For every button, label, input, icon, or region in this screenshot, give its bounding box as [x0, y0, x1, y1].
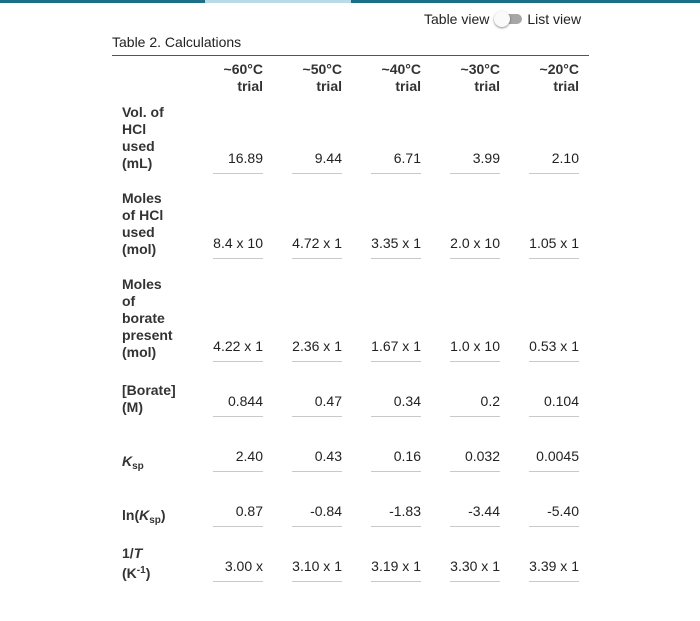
table-cell: 3.35 x 1 — [371, 235, 421, 251]
column-header: ~30°C trial — [460, 61, 500, 94]
table-cell: 3.00 x — [224, 558, 263, 574]
table-cell: 2.36 x 1 — [292, 338, 342, 354]
cell-underline — [213, 526, 263, 527]
table-cell: -5.40 — [547, 503, 579, 519]
row-header-inverse-temp: 1/T $(K^{-1})$ — [122, 545, 151, 581]
table-cell: 3.39 x 1 — [529, 558, 579, 574]
table-cell: 0.53 x 1 — [529, 338, 579, 354]
table-cell: 0.43 — [314, 448, 342, 464]
table-cell: 2.0 x 10 — [450, 235, 500, 251]
cell-underline — [450, 173, 500, 174]
cell-underline — [450, 361, 500, 362]
cell-underline — [529, 173, 579, 174]
cell-underline — [529, 581, 579, 582]
cell-underline — [529, 526, 579, 527]
active-tab-indicator — [205, 0, 351, 3]
table-cell: 0.0045 — [536, 448, 579, 464]
table-cell: 0.2 — [480, 393, 500, 409]
cell-underline — [292, 526, 342, 527]
cell-underline — [371, 173, 421, 174]
column-header: ~20°C trial — [539, 61, 579, 94]
table-cell: 0.104 — [543, 393, 579, 409]
cell-underline — [529, 361, 579, 362]
cell-underline — [450, 416, 500, 417]
table-view-label[interactable]: Table view — [424, 11, 490, 27]
cell-underline — [213, 173, 263, 174]
view-toggle-switch[interactable] — [494, 11, 524, 27]
cell-underline — [292, 416, 342, 417]
table-cell: 3.19 x 1 — [371, 558, 421, 574]
row-header-vol-hcl: Vol. of HCl used (mL) — [122, 104, 164, 171]
cell-underline — [213, 258, 263, 259]
caption-rule — [112, 55, 589, 56]
table-cell: 4.22 x 1 — [213, 338, 263, 354]
table-cell: -1.83 — [389, 503, 421, 519]
cell-underline — [371, 361, 421, 362]
table-cell: 6.71 — [393, 150, 421, 166]
table-cell: 2.10 — [551, 150, 579, 166]
cell-underline — [371, 471, 421, 472]
cell-underline — [450, 581, 500, 582]
row-header-ksp: $K_{sp}$ — [122, 453, 144, 472]
table-cell: 1.67 x 1 — [371, 338, 421, 354]
table-cell: 0.844 — [227, 393, 263, 409]
cell-underline — [529, 258, 579, 259]
cell-underline — [450, 526, 500, 527]
table-cell: 3.10 x 1 — [292, 558, 342, 574]
column-header: ~60°C trial — [223, 61, 263, 94]
table-cell: 3.30 x 1 — [450, 558, 500, 574]
cell-underline — [292, 361, 342, 362]
cell-underline — [371, 416, 421, 417]
cell-underline — [371, 526, 421, 527]
cell-underline — [529, 416, 579, 417]
table-cell: 1.05 x 1 — [529, 235, 579, 251]
column-header: ~40°C trial — [381, 61, 421, 94]
cell-underline — [292, 173, 342, 174]
cell-underline — [213, 471, 263, 472]
cell-underline — [292, 258, 342, 259]
cell-underline — [292, 581, 342, 582]
row-header-ln-ksp: $\ln(K_{sp})$ — [122, 507, 166, 526]
table-cell: 0.87 — [235, 503, 263, 519]
cell-underline — [450, 258, 500, 259]
table-cell: -3.44 — [468, 503, 500, 519]
cell-underline — [371, 581, 421, 582]
cell-underline — [529, 471, 579, 472]
table-cell: -0.84 — [310, 503, 342, 519]
toggle-knob[interactable] — [494, 11, 510, 27]
column-header: ~50°C trial — [302, 61, 342, 94]
table-cell: 4.72 x 1 — [292, 235, 342, 251]
view-toggle[interactable] — [424, 10, 581, 28]
cell-underline — [213, 581, 263, 582]
cell-underline — [213, 361, 263, 362]
list-view-label[interactable]: List view — [527, 11, 582, 27]
row-header-moles-hcl: Moles of HCl used (mol) — [122, 190, 164, 257]
cell-underline — [213, 416, 263, 417]
table-cell: 0.032 — [464, 448, 500, 464]
table-caption: Table 2. Calculations — [112, 34, 242, 50]
table-cell: 9.44 — [314, 150, 342, 166]
cell-underline — [371, 258, 421, 259]
table-cell: 0.16 — [393, 448, 421, 464]
row-header-borate-conc: [Borate] (M) — [122, 382, 176, 415]
table-cell: 0.34 — [393, 393, 421, 409]
table-cell: 2.40 — [235, 448, 263, 464]
table-cell: 0.47 — [314, 393, 342, 409]
row-header-moles-borate: Moles of borate present (mol) — [122, 276, 173, 360]
table-cell: 3.99 — [472, 150, 500, 166]
cell-underline — [292, 471, 342, 472]
table-cell: 16.89 — [227, 150, 263, 166]
table-cell: 1.0 x 10 — [450, 338, 500, 354]
table-cell: 8.4 x 10 — [213, 235, 263, 251]
cell-underline — [450, 471, 500, 472]
